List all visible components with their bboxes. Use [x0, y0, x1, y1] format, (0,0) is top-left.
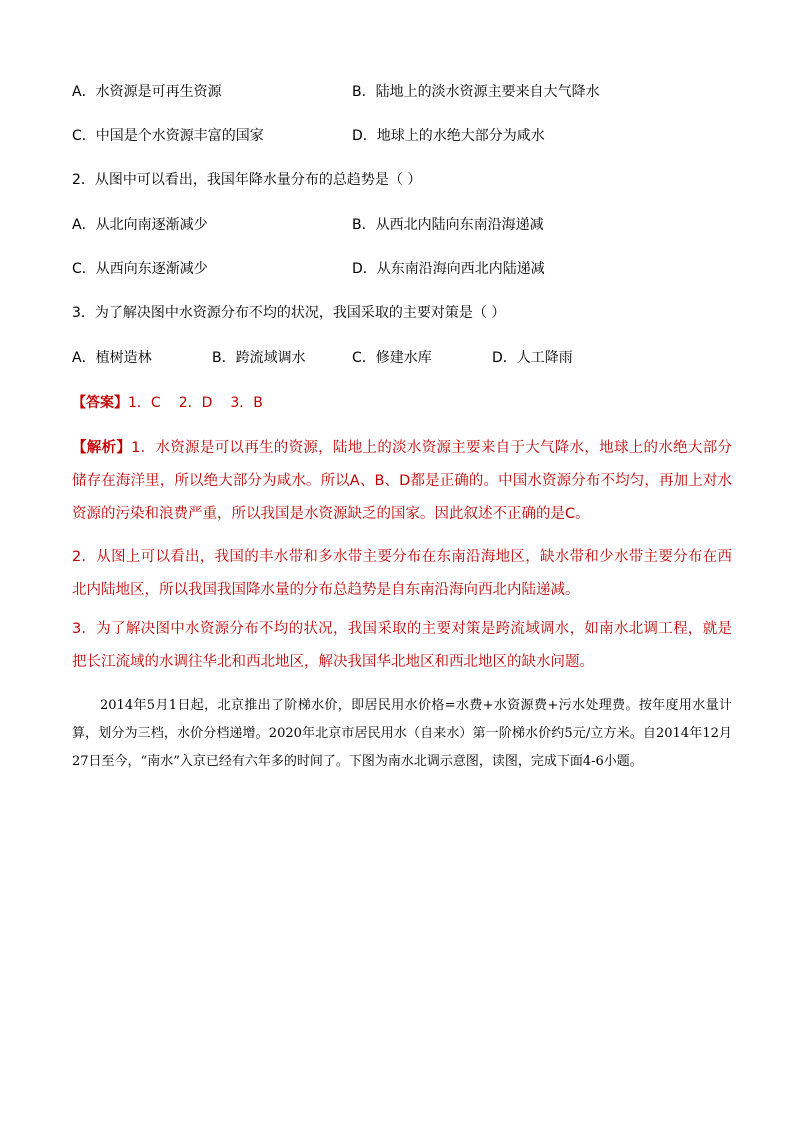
q1-option-d: D．地球上的水绝大部分为咸水: [352, 128, 545, 144]
answer-item-1: 1．C: [128, 395, 161, 411]
q1-option-b: B．陆地上的淡水资源主要来自大气降水: [352, 84, 600, 100]
analysis-paragraph-1: [72, 432, 732, 531]
q2-option-d: D．从东南沿海向西北内陆递减: [352, 261, 545, 277]
answer-item-2: 2．D: [178, 395, 213, 411]
answer-label: 【答案】: [72, 395, 128, 411]
analysis-paragraph-2: 2．从图上可以看出，我国的丰水带和多水带主要分布在东南沿海地区，缺水带和少水带主要分布在西北内陆地区，所以我国我国降水量的分布总趋势是自东南沿海向西北内陆递减。: [72, 549, 732, 598]
q3-option-a: A．植树造林: [72, 350, 152, 366]
q3-option-c: C．修建水库: [352, 350, 432, 366]
answer-item-3: 3．B: [230, 395, 263, 411]
q1-option-c: C．中国是个水资源丰富的国家: [72, 128, 264, 144]
intro-text: 2014年5月1日起，北京推出了阶梯水价，即居民用水价格=水费+水资源费+污水处理费。按年度用水量计算，划分为三档，水价分档递增。2020年北京市居民用水（自来水）第一阶梯水价约5元/立方米。自2014年12月27日至今，“南水”入京已经有六年多的时间了。下图为南水北调示意图，读图，完成下面4-6小题。: [72, 698, 732, 769]
q3-option-d: D．人工降雨: [492, 350, 573, 366]
analysis-paragraph-3: 3．为了解决图中水资源分布不均的状况，我国采取的主要对策是跨流域调水，如南水北调工程，就是把长江流域的水调往华北和西北地区，解决我国华北地区和西北地区的缺水问题。: [72, 621, 732, 670]
analysis-text-1: 1．水资源是可以再生的资源，陆地上的淡水资源主要来自于大气降水，地球上的水绝大部分储存在海洋里，所以绝大部分为咸水。所以A、B、D都是正确的。中国水资源分布不均匀，再加上对水资源的污染和浪费严重，所以我国是水资源缺乏的国家。因此叙述不正确的是C。: [72, 440, 732, 522]
q2-option-a: A．从北向南逐渐减少: [72, 217, 208, 233]
q2-option-b: B．从西北内陆向东南沿海递减: [352, 217, 544, 233]
answer-line: [72, 393, 263, 413]
q2-stem: 2．从图中可以看出，我国年降水量分布的总趋势是（ ）: [72, 172, 422, 188]
q3-option-b: B．跨流域调水: [212, 350, 306, 366]
intro-paragraph: [72, 692, 732, 776]
q3-stem: 3．为了解决图中水资源分布不均的状况，我国采取的主要对策是（ ）: [72, 305, 506, 321]
analysis-label: 【解析】: [72, 440, 132, 456]
q2-option-c: C．从西向东逐渐减少: [72, 261, 208, 277]
q1-option-a: A．水资源是可再生资源: [72, 84, 222, 100]
